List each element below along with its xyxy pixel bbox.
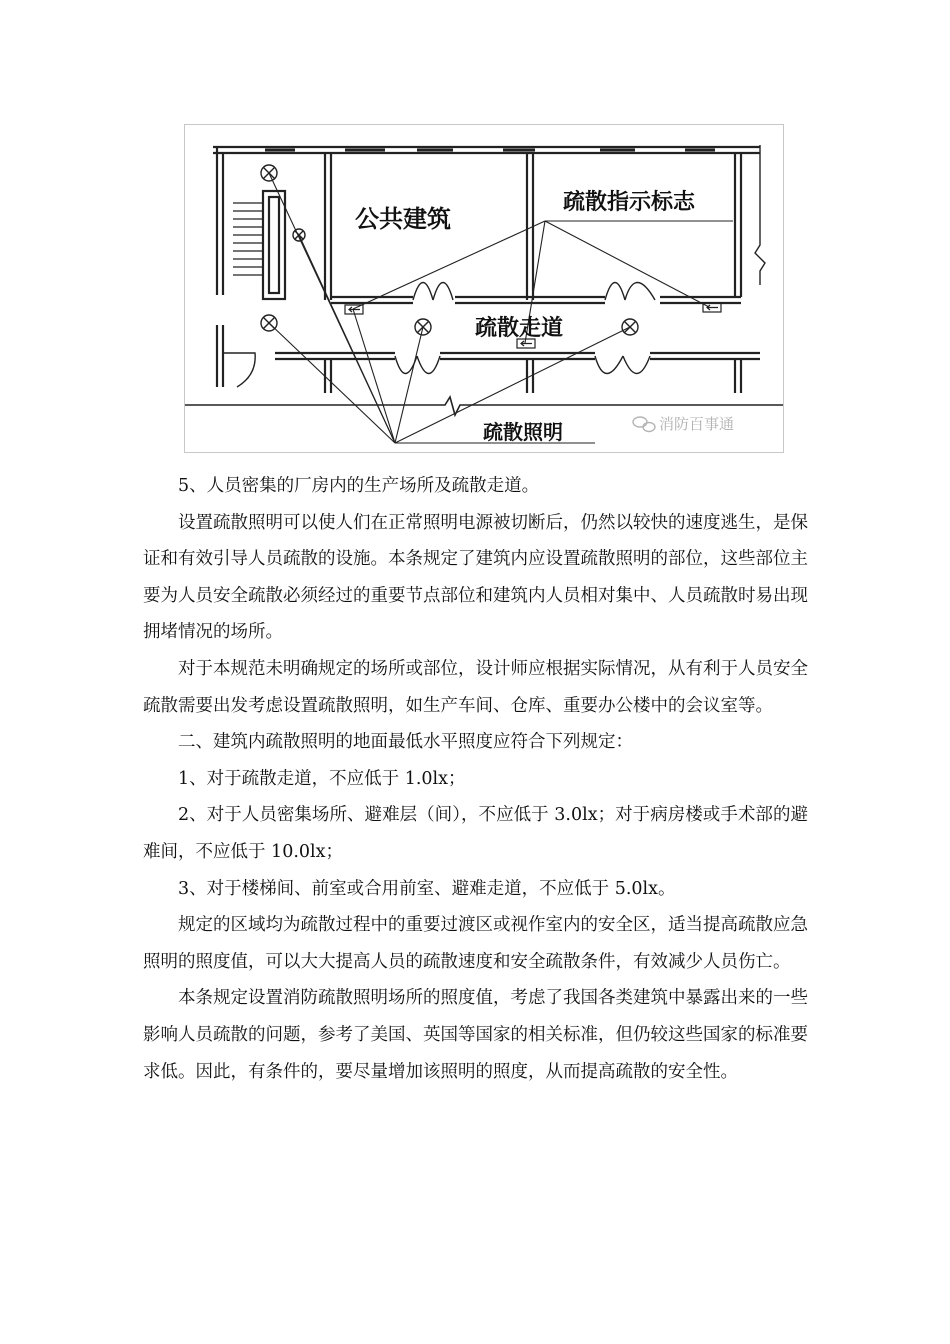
paragraph-rule-3: 3、对于楼梯间、前室或合用前室、避难走道，不应低于 5.0lx。 (178, 878, 676, 899)
paragraph-rule-1: 1、对于疏散走道，不应低于 1.0lx； (178, 768, 466, 789)
label-corridor: 疏散走道 (475, 316, 564, 341)
wechat-logo-icon (633, 417, 655, 432)
paragraph-conclusion: 本条规定设置消防疏散照明场所的照度值，考虑了我国各类建筑中暴露出来的一些影响人员疏散的问题，参考了美国、英国等国家的相关标准，但仍较这些国家的标准要求低。因此，有条件的，要尽量增加该照明的照度，从而提高疏散的安全性。 (143, 988, 808, 1082)
floor-plan-figure (184, 124, 784, 453)
body-text (143, 468, 808, 1090)
paragraph-section-two: 二、建筑内疏散照明的地面最低水平照度应符合下列规定： (178, 732, 633, 753)
paragraph-rule-2: 2、对于人员密集场所、避难层（间），不应低于 3.0lx；对于病房楼或手术部的避难间，不应低于 10.0lx； (143, 805, 808, 862)
floor-plan-drawing (185, 125, 783, 452)
watermark (633, 415, 734, 433)
paragraph-purpose: 设置疏散照明可以使人们在正常照明电源被切断后，仍然以较快的速度逃生，是保证和有效引导人员疏散的设施。本条规定了建筑内应设置疏散照明的部位，这些部位主要为人员安全疏散必须经过的重要节点部位和建筑内人员相对集中、人员疏散时易出现拥堵情况的场所。 (143, 512, 808, 643)
watermark-text: 消防百事通 (659, 415, 735, 433)
paragraph-item-5: 5、人员密集的厂房内的生产场所及疏散走道。 (178, 476, 540, 496)
paragraph-explanation: 规定的区域均为疏散过程中的重要过渡区或视作室内的安全区，适当提高疏散应急照明的照度值，可以大大提高人员的疏散速度和安全疏散条件，有效减少人员伤亡。 (143, 915, 808, 972)
label-public-building: 公共建筑 (355, 205, 451, 233)
paragraph-unspecified-places: 对于本规范未明确规定的场所或部位，设计师应根据实际情况，从有利于人员安全疏散需要出发考虑设置疏散照明，如生产车间、仓库、重要办公楼中的会议室等。 (143, 658, 808, 716)
label-lighting: 疏散照明 (483, 420, 563, 444)
label-exit-sign: 疏散指示标志 (563, 190, 696, 215)
